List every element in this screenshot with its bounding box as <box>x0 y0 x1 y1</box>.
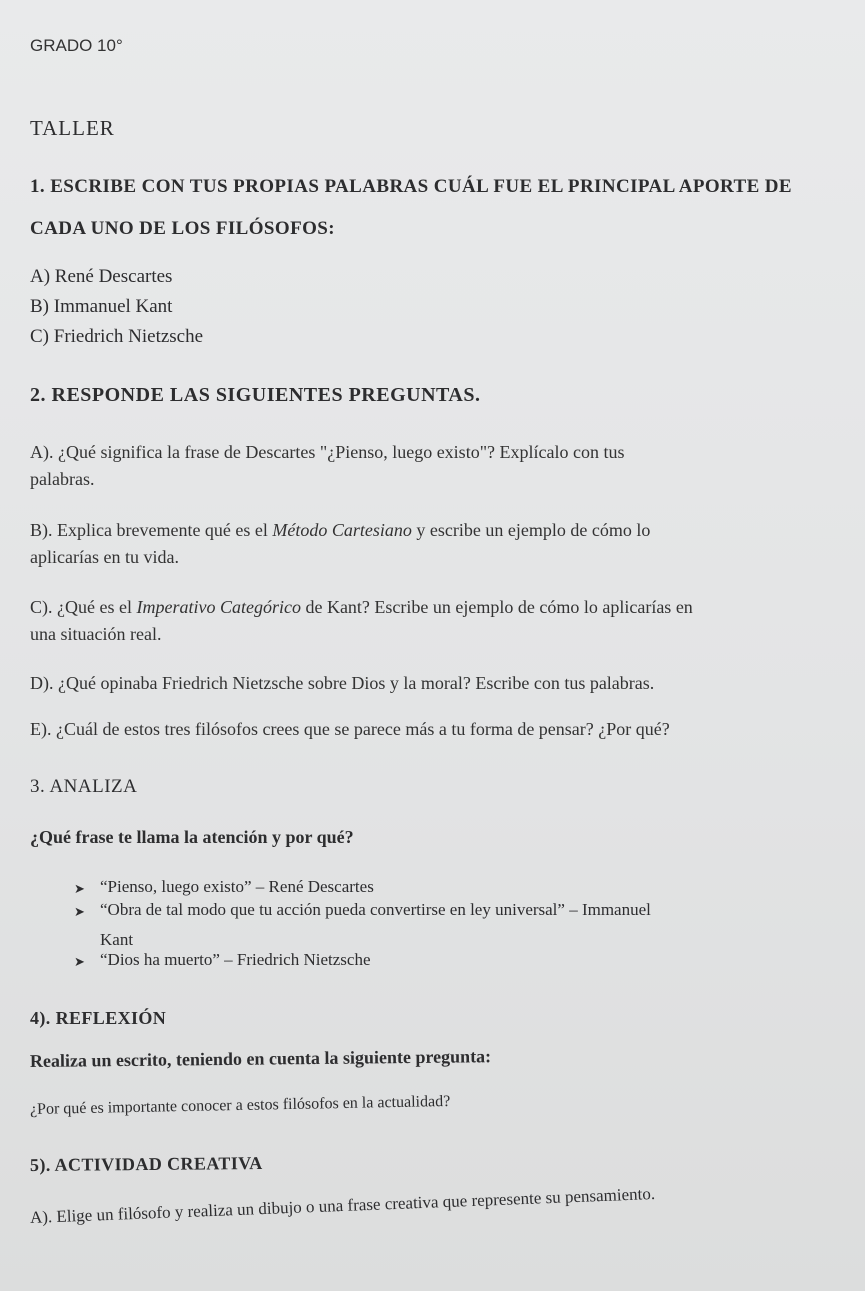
philosopher-item: B) Immanuel Kant <box>30 296 173 317</box>
quote-kant-line1: “Obra de tal modo que tu acción pueda convertirse en ley universal” – Immanuel <box>100 900 651 919</box>
question-b-line1 <box>30 520 650 541</box>
question-c-text: C). ¿Qué es el <box>30 597 137 617</box>
quote-nietzsche: “Dios ha muerto” – Friedrich Nietzsche <box>100 950 371 969</box>
question-c-line2: una situación real. <box>30 624 162 644</box>
section5-heading: 5). ACTIVIDAD CREATIVA <box>29 1152 263 1175</box>
question-b-line2: aplicarías en tu vida. <box>30 547 179 567</box>
section4-instruction: Realiza un escrito, teniendo en cuenta la siguiente pregunta: <box>29 1046 492 1071</box>
arrow-bullet-icon: ➤ <box>74 881 85 896</box>
quote-descartes: “Pienso, luego existo” – René Descartes <box>100 877 374 896</box>
question-c-term: Imperativo Categórico <box>136 597 301 617</box>
section4-question: ¿Por qué es importante conocer a estos filósofos en la actualidad? <box>29 1092 451 1118</box>
section5-item: A). Elige un filósofo y realiza un dibujo o una frase creativa que represente su pensamiento. <box>29 1183 656 1227</box>
section2-heading: 2. RESPONDE LAS SIGUIENTES PREGUNTAS. <box>30 384 481 406</box>
page-title: TALLER <box>30 116 115 140</box>
section3-question: ¿Qué frase te llama la atención y por qué? <box>30 827 354 847</box>
question-c-line1 <box>30 597 693 618</box>
arrow-bullet-icon: ➤ <box>74 904 85 919</box>
philosopher-item: A) René Descartes <box>30 266 173 287</box>
quote-kant-line2: Kant <box>100 930 134 949</box>
question-a-line1: A). ¿Qué significa la frase de Descartes "¿Pienso, luego existo"? Explícalo con tus <box>30 442 625 462</box>
arrow-bullet-icon: ➤ <box>74 954 85 969</box>
question-d: D). ¿Qué opinaba Friedrich Nietzsche sobre Dios y la moral? Escribe con tus palabras. <box>30 673 655 693</box>
section3-heading: 3. ANALIZA <box>30 776 138 797</box>
section1-heading-line2: CADA UNO DE LOS FILÓSOFOS: <box>30 218 335 239</box>
section4-heading: 4). REFLEXIÓN <box>30 1008 167 1028</box>
philosopher-item: C) Friedrich Nietzsche <box>30 326 204 347</box>
grade-label: GRADO 10° <box>30 36 123 55</box>
question-b-term: Método Cartesiano <box>272 520 412 540</box>
question-a-line2: palabras. <box>30 469 95 489</box>
question-c-text-end: de Kant? Escribe un ejemplo de cómo lo aplicarías en <box>300 597 693 617</box>
question-b-text: B). Explica brevemente qué es el <box>30 520 273 540</box>
question-b-text-end: y escribe un ejemplo de cómo lo <box>411 520 651 540</box>
section1-heading-line1: 1. ESCRIBE CON TUS PROPIAS PALABRAS CUÁL FUE EL PRINCIPAL APORTE DE <box>30 176 792 197</box>
question-e: E). ¿Cuál de estos tres filósofos crees que se parece más a tu forma de pensar? ¿Por qué? <box>30 719 670 739</box>
